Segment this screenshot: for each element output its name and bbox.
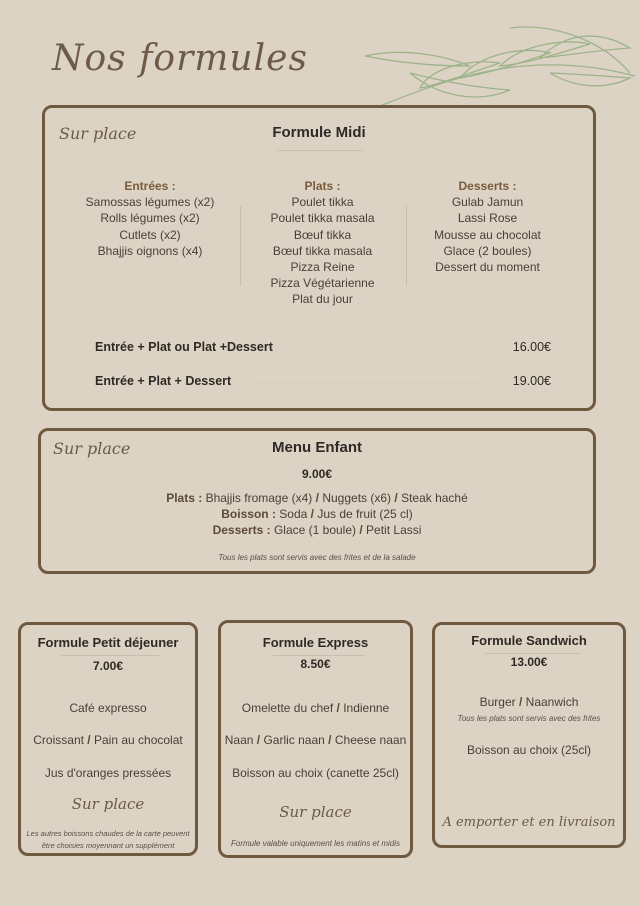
petit-dejeuner-item: Croissant / Pain au chocolat [33, 733, 183, 747]
express-item: Naan / Garlic naan / Cheese naan [224, 733, 407, 747]
formule-midi-title: Formule Midi [272, 124, 366, 141]
sur-place-tag: Sur place [53, 439, 131, 458]
enfant-desserts-line [41, 523, 593, 537]
enfant-boisson-line [41, 507, 593, 521]
enfant-plat: Bhajjis fromage (x4) [205, 491, 313, 505]
dessert-item: Mousse au chocolat [434, 227, 541, 242]
petit-dejeuner-item: Jus d'oranges pressées [44, 766, 172, 780]
dotted-leader [255, 383, 481, 384]
plat-item: Pizza Végétarienne [270, 276, 375, 291]
sandwich-item: Boisson au choix (25cl) [466, 743, 592, 757]
offer-label: Entrée + Plat + Dessert [95, 374, 232, 388]
sur-place-tag: Sur place [71, 795, 145, 813]
column-divider [240, 206, 241, 286]
offer-row [95, 374, 551, 392]
burger: Burger [479, 695, 516, 709]
separator: / [394, 491, 398, 505]
sandwich-item: Burger / Naanwich [479, 695, 579, 709]
naanwich: Naanwich [525, 695, 579, 709]
title-underline [273, 655, 365, 656]
title-underline [61, 655, 159, 656]
croissant: Croissant [33, 733, 84, 747]
dessert-item: Lassi Rose [457, 211, 518, 226]
enfant-plat: Steak haché [401, 491, 468, 505]
garlic-naan: Garlic naan [263, 733, 325, 747]
page-title: Nos formules [52, 38, 308, 79]
petit-dejeuner-item: Café expresso [69, 701, 147, 715]
desserts-column [425, 178, 550, 275]
sur-place-tag: Sur place [279, 803, 352, 821]
express-note: Formule valable uniquement les matins et midis [231, 839, 400, 848]
dessert-item: Gulab Jamun [451, 195, 524, 210]
entree-item: Cutlets (x2) [119, 227, 181, 242]
sandwich-price: 13.00€ [510, 655, 548, 669]
offer-price: 16.00€ [512, 340, 551, 354]
offer-price: 19.00€ [512, 374, 551, 388]
emporter-livraison-tag: A emporter et en livraison [442, 815, 616, 830]
naan: Naan [224, 733, 254, 747]
separator: / [310, 507, 314, 521]
sandwich-note: Tous les plats sont servis avec des frites [457, 714, 601, 723]
sur-place-tag: Sur place [59, 124, 137, 143]
boisson-label: Boisson : [221, 507, 276, 521]
petit-dejeuner-title: Formule Petit déjeuner [37, 635, 179, 650]
plat-item: Bœuf tikka [293, 227, 352, 242]
plat-item: Bœuf tikka masala [272, 243, 373, 258]
dotted-leader [305, 349, 481, 350]
entree-item: Samossas légumes (x2) [85, 195, 215, 210]
separator: / [315, 491, 319, 505]
omelette: Omelette du chef [241, 701, 334, 715]
express-item: Omelette du chef / Indienne [241, 701, 390, 715]
cheese-naan: Cheese naan [334, 733, 407, 747]
express-title: Formule Express [262, 635, 369, 650]
enfant-dessert: Petit Lassi [366, 523, 422, 537]
express-item: Boisson au choix (canette 25cl) [232, 766, 399, 780]
sandwich-title: Formule Sandwich [471, 633, 587, 648]
plat-item: Pizza Reine [290, 260, 355, 275]
plat-item: Poulet tikka [291, 195, 354, 210]
sandwich-card [432, 622, 626, 848]
menu-enfant-title: Menu Enfant [272, 439, 362, 456]
entree-item: Bhajjis oignons (x4) [97, 243, 203, 258]
title-underline [277, 150, 363, 151]
plat-item: Plat du jour [292, 292, 353, 307]
plat-item: Poulet tikka masala [270, 211, 375, 226]
indienne: Indienne [343, 701, 390, 715]
offer-row [95, 340, 551, 358]
column-divider [406, 206, 407, 286]
entrees-heading: Entrées : [124, 179, 176, 193]
express-card [218, 620, 413, 858]
dessert-item: Dessert du moment [435, 260, 540, 275]
dessert-item: Glace (2 boules) [443, 243, 532, 258]
enfant-note: Tous les plats sont servis avec des frites et de la salade [218, 553, 416, 562]
separator: / [359, 523, 363, 537]
entree-item: Rolls légumes (x2) [100, 211, 200, 226]
petit-dejeuner-note: être choisies moyennant un supplément [41, 841, 175, 850]
menu-enfant-card [38, 428, 596, 574]
enfant-plats-line [41, 491, 593, 505]
pain-au-chocolat: Pain au chocolat [93, 733, 183, 747]
desserts-label: Desserts : [212, 523, 271, 537]
petit-dejeuner-note: Les autres boissons chaudes de la carte peuvent [26, 829, 190, 838]
plats-heading: Plats : [304, 179, 341, 193]
express-price: 8.50€ [300, 657, 331, 671]
menu-enfant-price: 9.00€ [301, 467, 333, 481]
desserts-heading: Desserts : [458, 179, 517, 193]
olive-branch-icon [360, 18, 640, 118]
formule-midi-card [42, 105, 596, 411]
plats-column [260, 178, 385, 308]
title-underline [485, 653, 581, 654]
enfant-plat: Nuggets (x6) [322, 491, 392, 505]
enfant-boisson: Soda [279, 507, 308, 521]
petit-dejeuner-price: 7.00€ [92, 659, 124, 673]
enfant-boisson: Jus de fruit (25 cl) [317, 507, 413, 521]
offer-label: Entrée + Plat ou Plat +Dessert [95, 340, 273, 354]
entrees-column [85, 178, 215, 259]
enfant-dessert: Glace (1 boule) [273, 523, 357, 537]
petit-dejeuner-card [18, 622, 198, 856]
plats-label: Plats : [166, 491, 203, 505]
